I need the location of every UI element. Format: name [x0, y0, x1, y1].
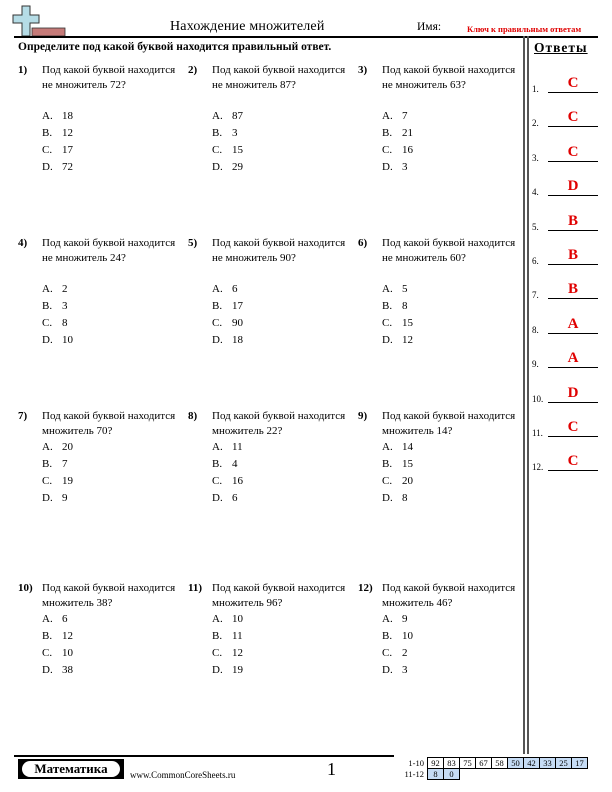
options-list [382, 281, 413, 349]
option-letter: D. [382, 664, 393, 676]
option-value: 7 [402, 110, 408, 122]
option [42, 298, 73, 315]
option-value: 4 [232, 458, 238, 470]
option-value: 6 [232, 283, 238, 295]
option-value: 3 [402, 664, 408, 676]
answer-number: 1. [532, 84, 539, 94]
option [42, 473, 73, 490]
option-letter: A. [382, 283, 393, 295]
option [212, 159, 243, 176]
site-url: www.CommonCoreSheets.ru [130, 770, 236, 780]
option [42, 108, 73, 125]
answer-row [532, 384, 602, 404]
option-letter: A. [42, 110, 53, 122]
option [42, 645, 73, 662]
option [212, 332, 243, 349]
answer-row [532, 418, 602, 438]
option [212, 439, 243, 456]
answer-blank-line [548, 230, 598, 231]
option-letter: A. [212, 283, 223, 295]
footer-divider [14, 755, 394, 757]
options-list [382, 439, 413, 507]
answer-value: C [567, 419, 579, 435]
score-row [396, 758, 588, 769]
answer-blank-line [548, 298, 598, 299]
answer-number: 7. [532, 290, 539, 301]
answer-row [532, 108, 602, 128]
option-letter: D. [212, 492, 223, 504]
option [382, 628, 413, 645]
answer-number: 10. [532, 393, 544, 404]
option-letter: A. [42, 283, 53, 295]
answer-value: B [567, 212, 578, 229]
option-letter: C. [42, 475, 53, 487]
option [42, 142, 73, 159]
question-number: 6) [358, 237, 368, 249]
option-letter: B. [212, 300, 223, 312]
option [382, 490, 413, 507]
option-letter: C. [382, 475, 393, 487]
score-cell: 83 [444, 758, 460, 769]
option-value: 8 [402, 300, 408, 312]
answer-row [532, 212, 602, 232]
answer-blank-line [548, 195, 598, 196]
option-value: 10 [62, 647, 73, 659]
option-value: 3 [402, 161, 408, 173]
option-letter: B. [382, 127, 393, 139]
option-letter: A. [42, 613, 53, 625]
option-value: 9 [402, 613, 408, 625]
option [42, 159, 73, 176]
answers-title: Ответы [534, 40, 588, 55]
option-value: 10 [62, 334, 73, 346]
option-value: 8 [62, 317, 68, 329]
option-letter: B. [42, 630, 53, 642]
score-row-label: 11-12 [404, 769, 424, 779]
option-value: 11 [232, 630, 243, 642]
option-value: 18 [232, 334, 243, 346]
answer-blank-line [548, 333, 598, 334]
option-value: 15 [402, 317, 413, 329]
options-list [42, 281, 73, 349]
question-text: Под какой буквой находится множитель 46? [382, 582, 516, 609]
answer-number: 6. [532, 256, 539, 266]
option [382, 456, 413, 473]
answer-value: C [567, 143, 579, 160]
option [382, 439, 413, 456]
score-cell: 92 [428, 758, 444, 769]
option-letter: A. [382, 441, 393, 453]
option-letter: A. [212, 613, 223, 625]
option-value: 2 [402, 647, 408, 659]
option-letter: B. [42, 458, 53, 470]
option-letter: D. [212, 334, 223, 346]
option-letter: B. [382, 630, 393, 642]
plus-minus-logo-icon [12, 5, 72, 37]
options-list [212, 281, 243, 349]
options-list [42, 611, 73, 679]
answer-number: 3. [532, 152, 539, 163]
option-value: 90 [232, 317, 243, 329]
question-number: 5) [188, 237, 198, 249]
answer-row [532, 177, 602, 197]
option [212, 456, 243, 473]
option [382, 473, 413, 490]
option [382, 332, 413, 349]
question-text: Под какой буквой находится не множитель 87? [212, 64, 346, 91]
answer-row [532, 452, 602, 472]
option-value: 8 [402, 492, 408, 504]
score-cell: 8 [428, 769, 444, 780]
option-value: 12 [62, 127, 73, 139]
option [382, 142, 413, 159]
score-cell: 33 [540, 758, 556, 769]
option [382, 108, 413, 125]
question-number: 1) [18, 64, 28, 76]
answer-value: C [567, 109, 579, 126]
answer-blank-line [548, 161, 598, 162]
option [212, 473, 243, 490]
option-letter: C. [212, 144, 223, 156]
question-number: 12) [358, 582, 373, 594]
option-letter: D. [212, 161, 223, 173]
option-value: 12 [232, 647, 243, 659]
question-text: Под какой буквой находится множитель 22? [212, 410, 346, 437]
answer-number: 5. [532, 221, 539, 232]
option [42, 125, 73, 142]
answer-number: 12. [532, 462, 544, 473]
option-value: 10 [232, 613, 243, 625]
option-value: 12 [62, 630, 73, 642]
option-letter: D. [382, 334, 393, 346]
answer-value: C [567, 75, 579, 91]
option-value: 20 [62, 441, 73, 453]
option-value: 16 [232, 475, 243, 487]
score-row-label: 1-10 [408, 758, 424, 768]
score-cell: 50 [508, 758, 524, 769]
answer-row [532, 246, 602, 266]
option-value: 9 [62, 492, 68, 504]
option-value: 17 [62, 144, 73, 156]
answer-row [532, 143, 602, 163]
option-letter: D. [42, 492, 53, 504]
option-value: 15 [232, 144, 243, 156]
question-number: 7) [18, 410, 28, 422]
option [382, 281, 413, 298]
option [42, 439, 73, 456]
option-letter: B. [212, 127, 223, 139]
option-value: 3 [232, 127, 238, 139]
option-letter: D. [212, 664, 223, 676]
option-value: 14 [402, 441, 413, 453]
option-value: 17 [232, 300, 243, 312]
option-value: 19 [232, 664, 243, 676]
question-text: Под какой буквой находится не множитель 72? [42, 64, 176, 91]
option [212, 628, 243, 645]
option-letter: B. [212, 630, 223, 642]
options-list [212, 611, 243, 679]
option-letter: C. [42, 144, 53, 156]
answer-number: 11. [532, 428, 543, 438]
score-cell: 42 [524, 758, 540, 769]
option [382, 159, 413, 176]
score-row [396, 769, 588, 780]
answer-blank-line [548, 470, 598, 471]
answer-row [532, 315, 602, 335]
score-cell: 75 [460, 758, 476, 769]
answer-blank-line [548, 367, 598, 368]
option-letter: D. [42, 664, 53, 676]
option [42, 662, 73, 679]
header-divider [14, 36, 598, 38]
option [212, 611, 243, 628]
option-value: 38 [62, 664, 73, 676]
option-letter: A. [212, 110, 223, 122]
option-letter: C. [42, 647, 53, 659]
option [212, 315, 243, 332]
option-letter: C. [42, 317, 53, 329]
answer-blank-line [548, 436, 598, 437]
option-value: 11 [232, 441, 243, 453]
score-cell: 0 [444, 769, 460, 780]
answer-blank-line [548, 264, 598, 265]
option-value: 12 [402, 334, 413, 346]
option-letter: D. [42, 334, 53, 346]
options-list [382, 611, 413, 679]
score-cell: 17 [572, 758, 588, 769]
option-letter: D. [42, 161, 53, 173]
option [212, 142, 243, 159]
option [212, 108, 243, 125]
option-value: 7 [62, 458, 68, 470]
answer-number: 4. [532, 187, 539, 198]
answers-column-divider [523, 36, 525, 754]
question-text: Под какой буквой находится множитель 38? [42, 582, 176, 609]
question-text: Под какой буквой находится не множитель 24? [42, 237, 176, 264]
option-value: 20 [402, 475, 413, 487]
option-value: 6 [62, 613, 68, 625]
answer-key-label: Ключ к правильным ответам [467, 24, 582, 34]
option-letter: D. [382, 161, 393, 173]
answer-number: 9. [532, 359, 539, 370]
answers-column-divider [527, 36, 529, 754]
name-label: Имя: [417, 21, 442, 33]
brand-label: Математика [22, 761, 120, 777]
page-number: 1 [327, 759, 336, 779]
option-letter: C. [382, 317, 393, 329]
question-number: 9) [358, 410, 368, 422]
option [212, 662, 243, 679]
option [42, 611, 73, 628]
option [382, 662, 413, 679]
option-letter: A. [42, 441, 53, 453]
answer-blank-line [548, 402, 598, 403]
option-letter: B. [42, 127, 53, 139]
option [382, 611, 413, 628]
option [212, 298, 243, 315]
question-text: Под какой буквой находится множитель 14? [382, 410, 516, 437]
option-letter: A. [382, 613, 393, 625]
option-value: 18 [62, 110, 73, 122]
answer-value: B [567, 247, 578, 263]
option-letter: C. [212, 317, 223, 329]
options-list [212, 439, 243, 507]
score-cell: 25 [556, 758, 572, 769]
option-letter: C. [212, 475, 223, 487]
option-value: 21 [402, 127, 413, 139]
option [212, 125, 243, 142]
option-value: 87 [232, 110, 243, 122]
option-letter: B. [382, 300, 393, 312]
option [382, 298, 413, 315]
option-letter: B. [212, 458, 223, 470]
answer-value: A [567, 315, 579, 332]
answer-number: 2. [532, 118, 539, 129]
options-list [42, 439, 73, 507]
score-cell: 58 [492, 758, 508, 769]
option [42, 628, 73, 645]
question-number: 3) [358, 64, 368, 76]
score-cell: 67 [476, 758, 492, 769]
option [382, 315, 413, 332]
option-value: 72 [62, 161, 73, 173]
option-value: 19 [62, 475, 73, 487]
answer-value: D [567, 384, 579, 401]
option [42, 332, 73, 349]
option-letter: A. [382, 110, 393, 122]
answer-number: 8. [532, 324, 539, 335]
option [382, 645, 413, 662]
option [212, 281, 243, 298]
answer-row [532, 74, 602, 94]
question-number: 11) [188, 582, 203, 594]
answer-row [532, 349, 602, 369]
option [212, 490, 243, 507]
option-letter: A. [212, 441, 223, 453]
question-text: Под какой буквой находится не множитель 90? [212, 237, 346, 264]
option-value: 2 [62, 283, 68, 295]
option [42, 490, 73, 507]
options-list [42, 108, 73, 176]
option [42, 315, 73, 332]
question-text: Под какой буквой находится множитель 96? [212, 582, 346, 609]
question-text: Под какой буквой находится множитель 70? [42, 410, 176, 437]
answer-value: A [567, 350, 579, 367]
option-value: 29 [232, 161, 243, 173]
options-list [212, 108, 243, 176]
option-value: 5 [402, 283, 408, 295]
option-letter: C. [382, 647, 393, 659]
answer-row [532, 280, 602, 300]
option-letter: C. [212, 647, 223, 659]
question-text: Под какой буквой находится не множитель 63? [382, 64, 516, 91]
score-table [396, 757, 588, 780]
option [42, 281, 73, 298]
answer-value: C [567, 453, 579, 470]
question-number: 8) [188, 410, 198, 422]
option [212, 645, 243, 662]
option-value: 15 [402, 458, 413, 470]
option [42, 456, 73, 473]
question-number: 10) [18, 582, 33, 594]
question-number: 4) [18, 237, 28, 249]
option-letter: B. [42, 300, 53, 312]
question-number: 2) [188, 64, 198, 76]
worksheet-title: Нахождение множителей [170, 19, 325, 34]
option-letter: C. [382, 144, 393, 156]
option-value: 6 [232, 492, 238, 504]
option-value: 3 [62, 300, 68, 312]
option [382, 125, 413, 142]
answer-value: B [567, 281, 578, 298]
instructions: Определите под какой буквой находится правильный ответ. [18, 41, 332, 53]
option-letter: B. [382, 458, 393, 470]
answer-blank-line [548, 126, 598, 127]
option-letter: D. [382, 492, 393, 504]
question-text: Под какой буквой находится не множитель 60? [382, 237, 516, 264]
option-value: 16 [402, 144, 413, 156]
answer-blank-line [548, 92, 598, 93]
option-value: 10 [402, 630, 413, 642]
options-list [382, 108, 413, 176]
answer-value: D [567, 178, 579, 195]
